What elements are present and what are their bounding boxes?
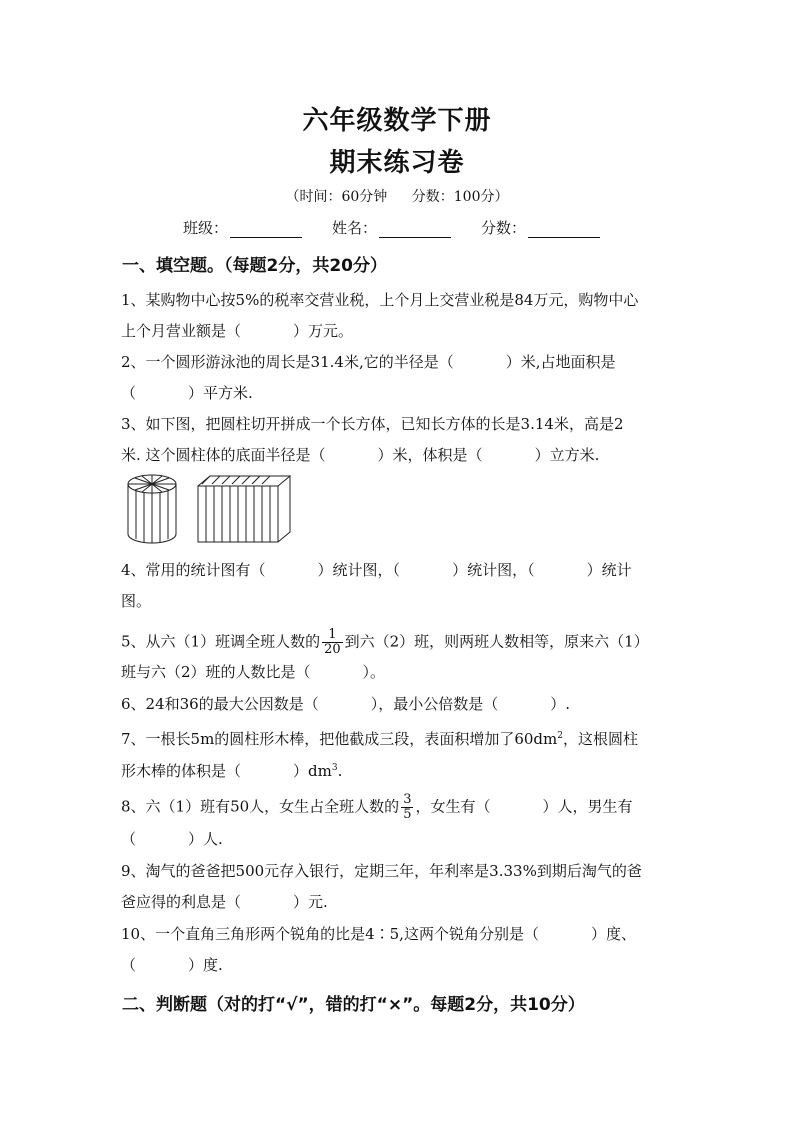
cylinder-cut-icon xyxy=(128,475,176,543)
q9-line1: 9、淘气的爸爸把500元存入银行，定期三年，年利率是3.33%到期后淘气的爸 xyxy=(121,862,642,880)
time-info: （时间：60分钟 xyxy=(285,189,388,205)
q8-line1: 8、六（1）班有50人，女生占全班人数的 $\frac{3}{5}$ ，女生有（ ）人，男生有 xyxy=(121,792,633,822)
q3-line1: 3、如下图，把圆柱切开拼成一个长方体，已知长方体的长是3.14米，高是2 xyxy=(121,415,624,433)
score-label: 分数： xyxy=(481,219,527,237)
q9-line2: 爸应得的利息是（ ）元. xyxy=(121,893,328,911)
section1-heading: 一、填空题。（每题2分，共20分） xyxy=(122,256,387,276)
section2-heading: 二、判断题（对的打“√”，错的打“×”。每题2分，共10分） xyxy=(122,995,585,1015)
q6-line: 6、24和36的最大公因数是（ ），最小公倍数是（ ）. xyxy=(121,695,571,713)
q10-line1: 10、一个直角三角形两个锐角的比是4∶5,这两个锐角分别是（ ）度、 xyxy=(121,925,636,943)
q1-line2: 上个月营业额是（ ）万元。 xyxy=(121,322,354,340)
score-info: 分数：100分） xyxy=(411,189,509,205)
title-line1: 六年级数学下册 xyxy=(302,106,492,136)
name-label: 姓名： xyxy=(332,219,378,237)
q5-line1: 5、从六（1）班调全班人数的 $\frac{1}{20}$ 到六（2）班，则两班人数相等，原来六（1） xyxy=(121,627,649,657)
q10-line2: （ ）度. xyxy=(121,956,223,974)
q5-line2: 班与六（2）班的人数比是（ ）。 xyxy=(121,663,386,681)
q2-line1: 2、一个圆形游泳池的周长是31.4米,它的半径是（ ）米,占地面积是 xyxy=(121,353,616,371)
class-label: 班级： xyxy=(183,219,229,237)
q3-line2: 米. 这个圆柱体的底面半径是（ ）米，体积是（ ）立方米. xyxy=(121,446,600,464)
name-blank[interactable] xyxy=(379,222,451,238)
student-info-row xyxy=(183,217,630,238)
q3-figure xyxy=(124,472,324,548)
fraction-1-20: $\frac{1}{20}$ xyxy=(324,627,341,657)
q2-line2: （ ）平方米. xyxy=(121,384,253,402)
title-line2: 期末练习卷 xyxy=(329,148,465,178)
score-field xyxy=(481,217,600,238)
q7-line1: 7、一根长5m的圆柱形木棒，把他截成三段，表面积增加了$60dm^2$，这根圆柱 xyxy=(121,730,638,748)
cuboid-icon xyxy=(198,476,290,542)
q1-line1: 1、某购物中心按5%的税率交营业税，上个月上交营业税是84万元，购物中心 xyxy=(121,291,639,309)
q4-line2: 图。 xyxy=(121,592,152,610)
q7-line2: 形木棒的体积是（ ）$dm^3$. xyxy=(121,762,343,780)
score-blank[interactable] xyxy=(528,222,600,238)
q8-line2: （ ）人. xyxy=(121,830,223,848)
name-field xyxy=(332,217,451,238)
q4-line1: 4、常用的统计图有（ ）统计图，（ ）统计图，（ ）统计 xyxy=(121,561,632,579)
exam-meta xyxy=(0,186,794,206)
class-blank[interactable] xyxy=(230,222,302,238)
fraction-3-5: $\frac{3}{5}$ xyxy=(403,792,412,822)
class-field xyxy=(183,217,302,238)
